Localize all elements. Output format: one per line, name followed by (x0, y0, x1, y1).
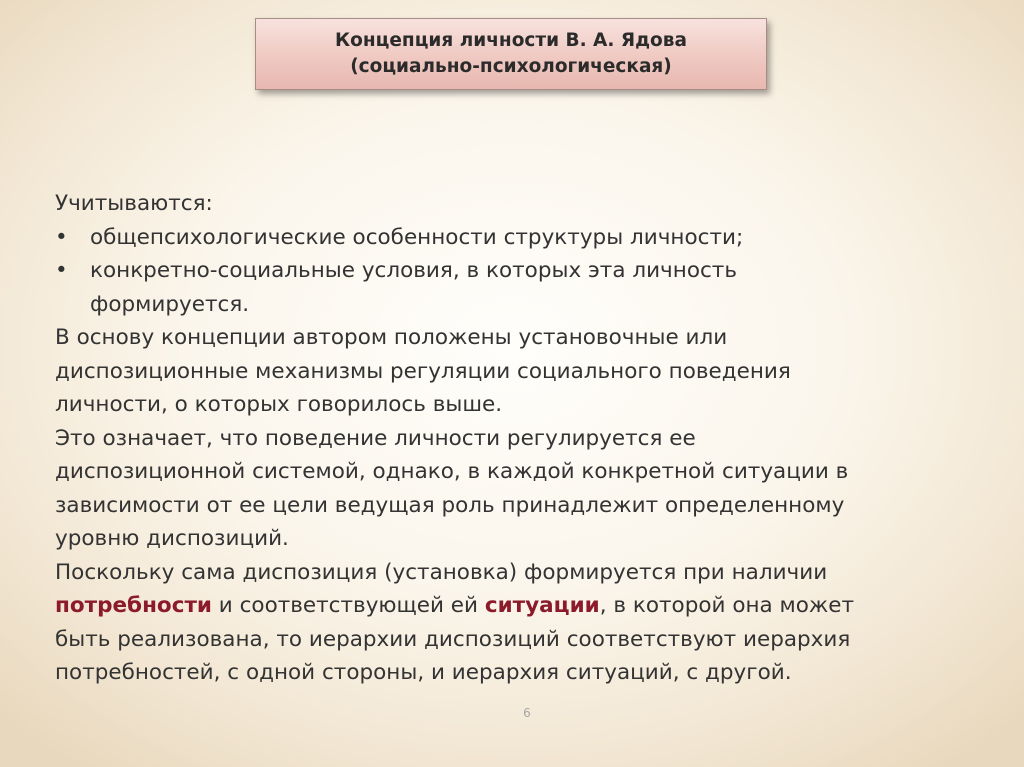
paragraph-1-line-1: В основу концепции автором положены установочные или (55, 325, 728, 350)
paragraph-2-line-1: Это означает, что поведение личности регулируется ее (55, 425, 696, 451)
bullet-item-2-continuation: формируется. (90, 291, 250, 317)
bullet-icon: • (55, 258, 68, 283)
paragraph-3-line-2-mid: и соответствующей ей (211, 593, 485, 618)
paragraph-1-line-3: личности, о которых говорилось выше. (55, 392, 503, 417)
bullet-item-2 (55, 254, 995, 288)
slide-title-line-1: Концепция личности В. А. Ядова (335, 30, 687, 51)
paragraph-2-line-3: зависимости от ее цели ведущая роль принадлежит определенному (55, 492, 845, 518)
page-number: 6 (523, 706, 531, 720)
bullet-text: конкретно-социальные условия, в которых эта личность (90, 258, 737, 283)
highlight-situation: ситуации (484, 593, 600, 618)
paragraph-3-line-3: быть реализована, то иерархии диспозиций соответствуют иерархия (55, 626, 851, 652)
slide-title-line-2: (социально-психологическая) (350, 56, 672, 77)
intro-text: Учитываются: (55, 191, 213, 216)
bullet-item-1 (55, 221, 995, 255)
highlight-needs: потребности (55, 593, 212, 618)
paragraph-3-line-2 (55, 589, 995, 623)
slide-title-box (255, 18, 767, 90)
paragraph-1-line-2: диспозиционные механизмы регуляции социального поведения (55, 358, 791, 384)
paragraph-3-line-2-end: , в которой она может (599, 593, 855, 618)
bullet-text: общепсихологические особенности структуры личности; (90, 224, 744, 250)
paragraph-2-line-4: уровню диспозиций. (55, 526, 289, 551)
paragraph-2-line-2: диспозиционной системой, однако, в каждой конкретной ситуации в (55, 459, 849, 484)
paragraph-3-line-1: Поскольку сама диспозиция (установка) формируется при наличии (55, 559, 828, 585)
bullet-icon: • (55, 224, 68, 250)
paragraph-3-line-4: потребностей, с одной стороны, и иерархия ситуаций, с другой. (55, 660, 792, 685)
slide-content (55, 187, 995, 690)
